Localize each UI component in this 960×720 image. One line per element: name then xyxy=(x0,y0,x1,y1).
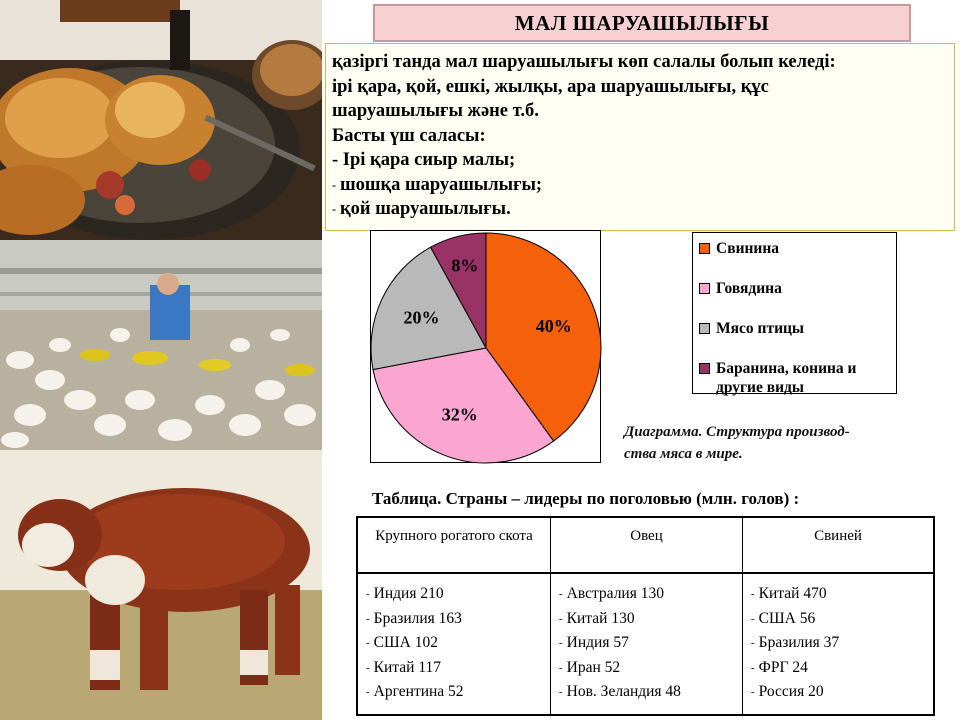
legend-item xyxy=(699,359,892,397)
pie-data-label: 32% xyxy=(441,404,478,425)
item-mark-icon: - xyxy=(751,588,755,600)
table-cell-text: Бразилия 163 xyxy=(373,609,462,627)
item-mark-icon: - xyxy=(366,661,370,674)
pie-data-label: 8% xyxy=(451,255,479,276)
intro-bullet-text: шошқа шаруашылығы; xyxy=(340,174,543,195)
intro-text-box xyxy=(325,43,955,231)
table-cell-text: Австралия 130 xyxy=(566,585,664,602)
legend-label: Баранина, конина и другие виды xyxy=(716,360,857,396)
item-mark-icon: - xyxy=(751,637,755,649)
intro-line: қазіргі танда мал шаруашылығы көп салалы болып келеді: xyxy=(332,52,836,72)
intro-bullet xyxy=(332,197,946,222)
table-cell-text: Китай 130 xyxy=(566,609,635,627)
intro-line: шаруашылығы және т.б. xyxy=(332,101,539,121)
poultry-farm-photo xyxy=(0,240,322,450)
item-mark-icon: - xyxy=(751,686,755,698)
intro-bullet xyxy=(332,173,946,198)
table-cell xyxy=(559,680,742,705)
table-cell-text: Аргентина 52 xyxy=(373,683,464,700)
slide-title: МАЛ ШАРУАШЫЛЫҒЫ xyxy=(373,4,911,42)
table-cell-text: Бразилия 37 xyxy=(758,634,840,651)
legend-swatch xyxy=(699,283,710,294)
table-cell-text: США 102 xyxy=(373,634,438,651)
caption-line: ства мяса в мире. xyxy=(624,446,743,462)
legend-swatch xyxy=(699,323,710,334)
table-column-sheep xyxy=(551,574,743,714)
pie-chart-canvas xyxy=(371,231,602,464)
item-mark-icon: - xyxy=(751,661,755,674)
table-cell xyxy=(366,680,550,705)
pie-data-label: 40% xyxy=(535,315,572,336)
item-mark-icon: - xyxy=(559,612,563,625)
table-column-cattle xyxy=(358,574,551,714)
intro-line: ірі қара, қой, ешкі, жылқы, ара шаруашылығы, құс xyxy=(332,76,769,97)
table-cell xyxy=(751,680,933,705)
table-header-pigs: Свиней xyxy=(743,518,933,574)
roast-chicken-photo xyxy=(0,0,322,240)
table-cell-text: Россия 20 xyxy=(758,683,824,700)
item-mark-icon: - xyxy=(366,637,370,649)
legend-item xyxy=(699,239,892,258)
legend-item xyxy=(699,279,892,298)
chart-caption xyxy=(624,421,924,465)
bullet-mark-icon: - xyxy=(332,177,336,192)
item-mark-icon: - xyxy=(751,612,755,625)
hereford-bull-photo xyxy=(0,450,322,720)
chart-legend xyxy=(692,232,897,394)
table-cell-text: Индия 210 xyxy=(373,585,444,602)
table-cell xyxy=(366,656,550,681)
table-title: Таблица. Страны – лидеры по поголовью (млн. голов) : xyxy=(372,489,800,508)
item-mark-icon: - xyxy=(366,686,370,698)
table-header-cattle: Крупного рогатого скота xyxy=(358,518,551,574)
table-cell xyxy=(559,631,742,656)
leaders-table xyxy=(356,516,935,716)
table-header-sheep: Овец xyxy=(551,518,743,574)
pie-chart xyxy=(370,230,601,463)
table-cell xyxy=(559,656,742,681)
table-cell xyxy=(751,607,933,632)
legend-label: Мясо птицы xyxy=(716,320,805,337)
table-cell xyxy=(559,582,742,607)
caption-line: Диаграмма. Структура производ- xyxy=(624,424,850,440)
table-cell xyxy=(751,582,933,607)
item-mark-icon: - xyxy=(559,588,563,600)
table-cell-text: Индия 57 xyxy=(566,634,629,651)
table-cell xyxy=(751,656,933,681)
pie-data-label: 20% xyxy=(403,307,440,328)
table-cell xyxy=(366,631,550,656)
table-cell-text: Нов. Зеландия 48 xyxy=(566,683,681,700)
intro-line: Басты үш саласы: xyxy=(332,125,486,146)
item-mark-icon: - xyxy=(559,686,563,698)
legend-swatch xyxy=(699,363,710,374)
bullet-mark-icon: - xyxy=(332,202,336,216)
item-mark-icon: - xyxy=(366,612,370,625)
legend-label: Говядина xyxy=(716,280,782,297)
table-cell-text: Иран 52 xyxy=(566,658,621,676)
item-mark-icon: - xyxy=(559,661,563,674)
legend-swatch xyxy=(699,243,710,254)
table-cell-text: Китай 117 xyxy=(373,658,441,676)
table-cell xyxy=(366,607,550,632)
table-cell xyxy=(366,582,550,607)
intro-line: - Ірі қара сиыр малы; xyxy=(332,150,516,170)
item-mark-icon: - xyxy=(559,637,563,649)
table-cell-text: США 56 xyxy=(758,609,816,627)
item-mark-icon: - xyxy=(366,588,370,600)
intro-bullet-text: қой шаруашылығы. xyxy=(340,199,511,219)
table-column-pigs xyxy=(743,574,933,714)
legend-item xyxy=(699,319,892,338)
table-cell-text: ФРГ 24 xyxy=(758,658,808,676)
table-cell-text: Китай 470 xyxy=(758,585,827,602)
legend-label: Свинина xyxy=(716,240,780,257)
table-cell xyxy=(751,631,933,656)
table-cell xyxy=(559,607,742,632)
